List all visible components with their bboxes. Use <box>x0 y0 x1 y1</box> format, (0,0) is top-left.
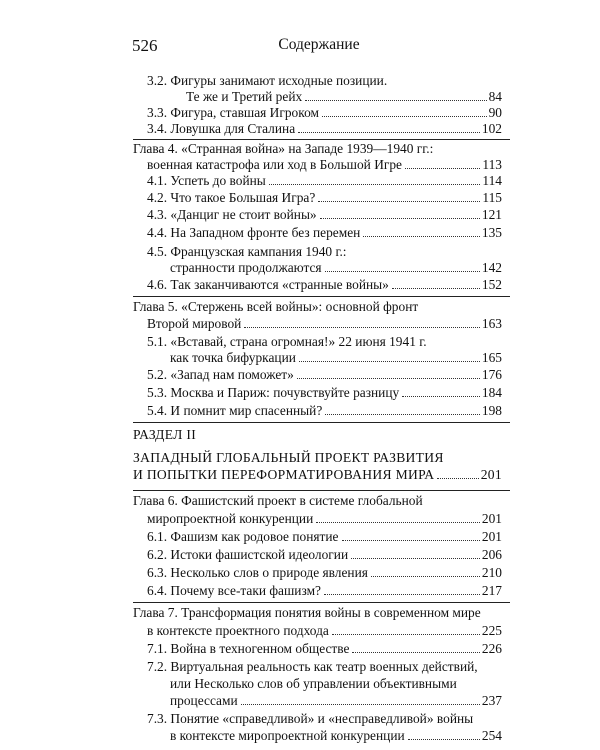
toc-chapter-4[interactable]: военная катастрофа или ход в Большой Игре 113 <box>147 157 502 172</box>
toc-entry-7-2-line2: или Несколько слов об управлении объективными <box>170 676 457 691</box>
toc-entry-5-4[interactable]: 5.4. И помнит мир спасенный? 198 <box>147 403 502 418</box>
page-ref: 176 <box>481 367 502 382</box>
toc-chapter-7[interactable]: в контексте проектного подхода 225 <box>147 623 502 638</box>
section-title-line1: ЗАПАДНЫЙ ГЛОБАЛЬНЫЙ ПРОЕКТ РАЗВИТИЯ <box>133 450 444 465</box>
page-ref: 90 <box>488 105 502 120</box>
toc-chapter-7-line1: Глава 7. Трансформация понятия войны в современном мире <box>133 605 481 620</box>
page-ref: 201 <box>481 511 502 526</box>
page-ref: 114 <box>482 173 502 188</box>
toc-chapter-6-line1: Глава 6. Фашистский проект в системе глобальной <box>133 493 423 508</box>
page-ref: 84 <box>488 89 502 104</box>
toc-entry-4-5-line1: 4.5. Французская кампания 1940 г.: <box>147 244 347 259</box>
toc-entry-5-1-line1: 5.1. «Вставай, страна огромная!» 22 июня 1941 г. <box>147 334 427 349</box>
page-ref: 226 <box>481 641 502 656</box>
divider <box>133 490 510 491</box>
page-ref: 201 <box>480 467 502 482</box>
page-ref: 165 <box>481 350 502 365</box>
toc-entry-7-1[interactable]: 7.1. Война в техногенном обществе 226 <box>147 641 502 656</box>
toc-entry-5-3[interactable]: 5.3. Москва и Париж: почувствуйте разницу 184 <box>147 385 502 400</box>
page-ref: 121 <box>481 207 502 222</box>
toc-chapter-4-line1: Глава 4. «Странная война» на Западе 1939—1940 гг.: <box>133 141 434 156</box>
toc-entry-6-2[interactable]: 6.2. Истоки фашистской идеологии 206 <box>147 547 502 562</box>
toc-entry-6-1[interactable]: 6.1. Фашизм как родовое понятие 201 <box>147 529 502 544</box>
page-ref: 201 <box>481 529 502 544</box>
toc-entry-5-2[interactable]: 5.2. «Запад нам поможет» 176 <box>147 367 502 382</box>
page-ref: 198 <box>481 403 502 418</box>
page-ref: 254 <box>481 728 502 743</box>
toc-section-2[interactable]: И ПОПЫТКИ ПЕРЕФОРМАТИРОВАНИЯ МИРА 201 <box>133 467 502 482</box>
page-ref: 152 <box>481 277 502 292</box>
toc-entry-7-3[interactable]: в контексте миропроектной конкуренции 254 <box>170 728 502 743</box>
toc-entry-7-2-line1: 7.2. Виртуальная реальность как театр военных действий, <box>147 659 478 674</box>
page-ref: 113 <box>482 157 502 172</box>
toc-entry-3-2[interactable]: Те же и Третий рейх 84 <box>186 89 502 104</box>
page-title: Содержание <box>278 36 360 53</box>
page-ref: 115 <box>482 190 502 205</box>
toc-entry-6-4[interactable]: 6.4. Почему все-таки фашизм? 217 <box>147 583 502 598</box>
toc-entry-3-3[interactable]: 3.3. Фигура, ставшая Игроком 90 <box>147 105 502 120</box>
toc-entry-4-3[interactable]: 4.3. «Данциг не стоит войны» 121 <box>147 207 502 222</box>
toc-entry-4-2[interactable]: 4.2. Что такое Большая Игра? 115 <box>147 190 502 205</box>
page-ref: 217 <box>481 583 502 598</box>
page-ref: 184 <box>481 385 502 400</box>
toc-entry-4-4[interactable]: 4.4. На Западном фронте без перемен 135 <box>147 225 502 240</box>
page-ref: 237 <box>481 693 502 708</box>
page-number: 526 <box>132 36 158 55</box>
toc-chapter-5-line1: Глава 5. «Стержень всей войны»: основной фронт <box>133 299 419 314</box>
page-ref: 163 <box>481 316 502 331</box>
page-ref: 225 <box>481 623 502 638</box>
toc-chapter-5[interactable]: Второй мировой 163 <box>147 316 502 331</box>
toc-entry-3-4[interactable]: 3.4. Ловушка для Сталина 102 <box>147 121 502 136</box>
toc-entry-4-6[interactable]: 4.6. Так заканчиваются «странные войны» 152 <box>147 277 502 292</box>
toc-entry-6-3[interactable]: 6.3. Несколько слов о природе явления 210 <box>147 565 502 580</box>
page-ref: 206 <box>481 547 502 562</box>
toc-chapter-6[interactable]: миропроектной конкуренции 201 <box>147 511 502 526</box>
toc-entry-7-2[interactable]: процессами 237 <box>170 693 502 708</box>
toc-entry-4-1[interactable]: 4.1. Успеть до войны 114 <box>147 173 502 188</box>
toc-entry-5-1[interactable]: как точка бифуркации 165 <box>170 350 502 365</box>
page-ref: 210 <box>481 565 502 580</box>
page-ref: 102 <box>481 121 502 136</box>
toc-entry-7-3-line1: 7.3. Понятие «справедливой» и «несправедливой» войны <box>147 711 474 726</box>
toc-entry-3-2-line1: 3.2. Фигуры занимают исходные позиции. <box>147 73 388 88</box>
page-ref: 135 <box>481 225 502 240</box>
divider <box>133 602 510 603</box>
divider <box>133 422 510 423</box>
page-ref: 142 <box>481 260 502 275</box>
section-label: РАЗДЕЛ II <box>133 427 197 442</box>
divider <box>133 296 510 297</box>
toc-entry-4-5[interactable]: странности продолжаются 142 <box>170 260 502 275</box>
